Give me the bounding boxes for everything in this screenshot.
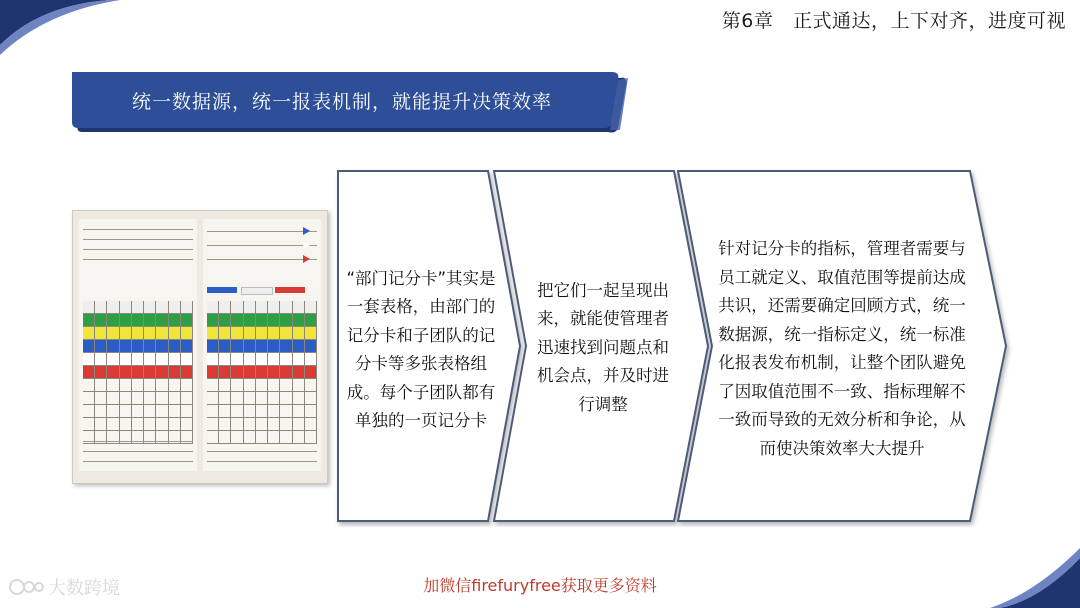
corner-decoration-top-left bbox=[0, 0, 120, 80]
footer-note: 加微信firefuryfree获取更多资料 bbox=[423, 576, 657, 595]
chapter-title: 第6章 正式通达，上下对齐，进度可视 bbox=[721, 10, 1066, 32]
banner-title: 统一数据源，统一报表机制，就能提升决策效率 bbox=[131, 90, 552, 113]
watermark-text: 大数跨境 bbox=[48, 578, 120, 599]
arrow-step-3-text: 针对记分卡的指标，管理者需要与员工就定义、取值范围等提前达成共识，还需要确定回顾方式，统一数据源，统一指标定义，统一标准化报表发布机制，让整个团队避免了因取值范围不一致、指标理解不一致而导致的无效分析和争论，从而使决策效率大大提升 bbox=[718, 239, 966, 458]
arrow-step-2-text: 把它们一起呈现出来，就能使管理者迅速找到问题点和机会点，并及时进行调整 bbox=[537, 280, 669, 414]
scorecard-right-page bbox=[203, 219, 321, 471]
scorecard-photo bbox=[72, 210, 328, 484]
arrow-step-1-text: “部门记分卡”其实是一套表格，由部门的记分卡和子团队的记分卡等多张表格组成。每个子团队都有单独的一页记分卡 bbox=[346, 268, 496, 430]
scorecard-left-page bbox=[79, 219, 197, 471]
title-banner bbox=[72, 72, 632, 136]
